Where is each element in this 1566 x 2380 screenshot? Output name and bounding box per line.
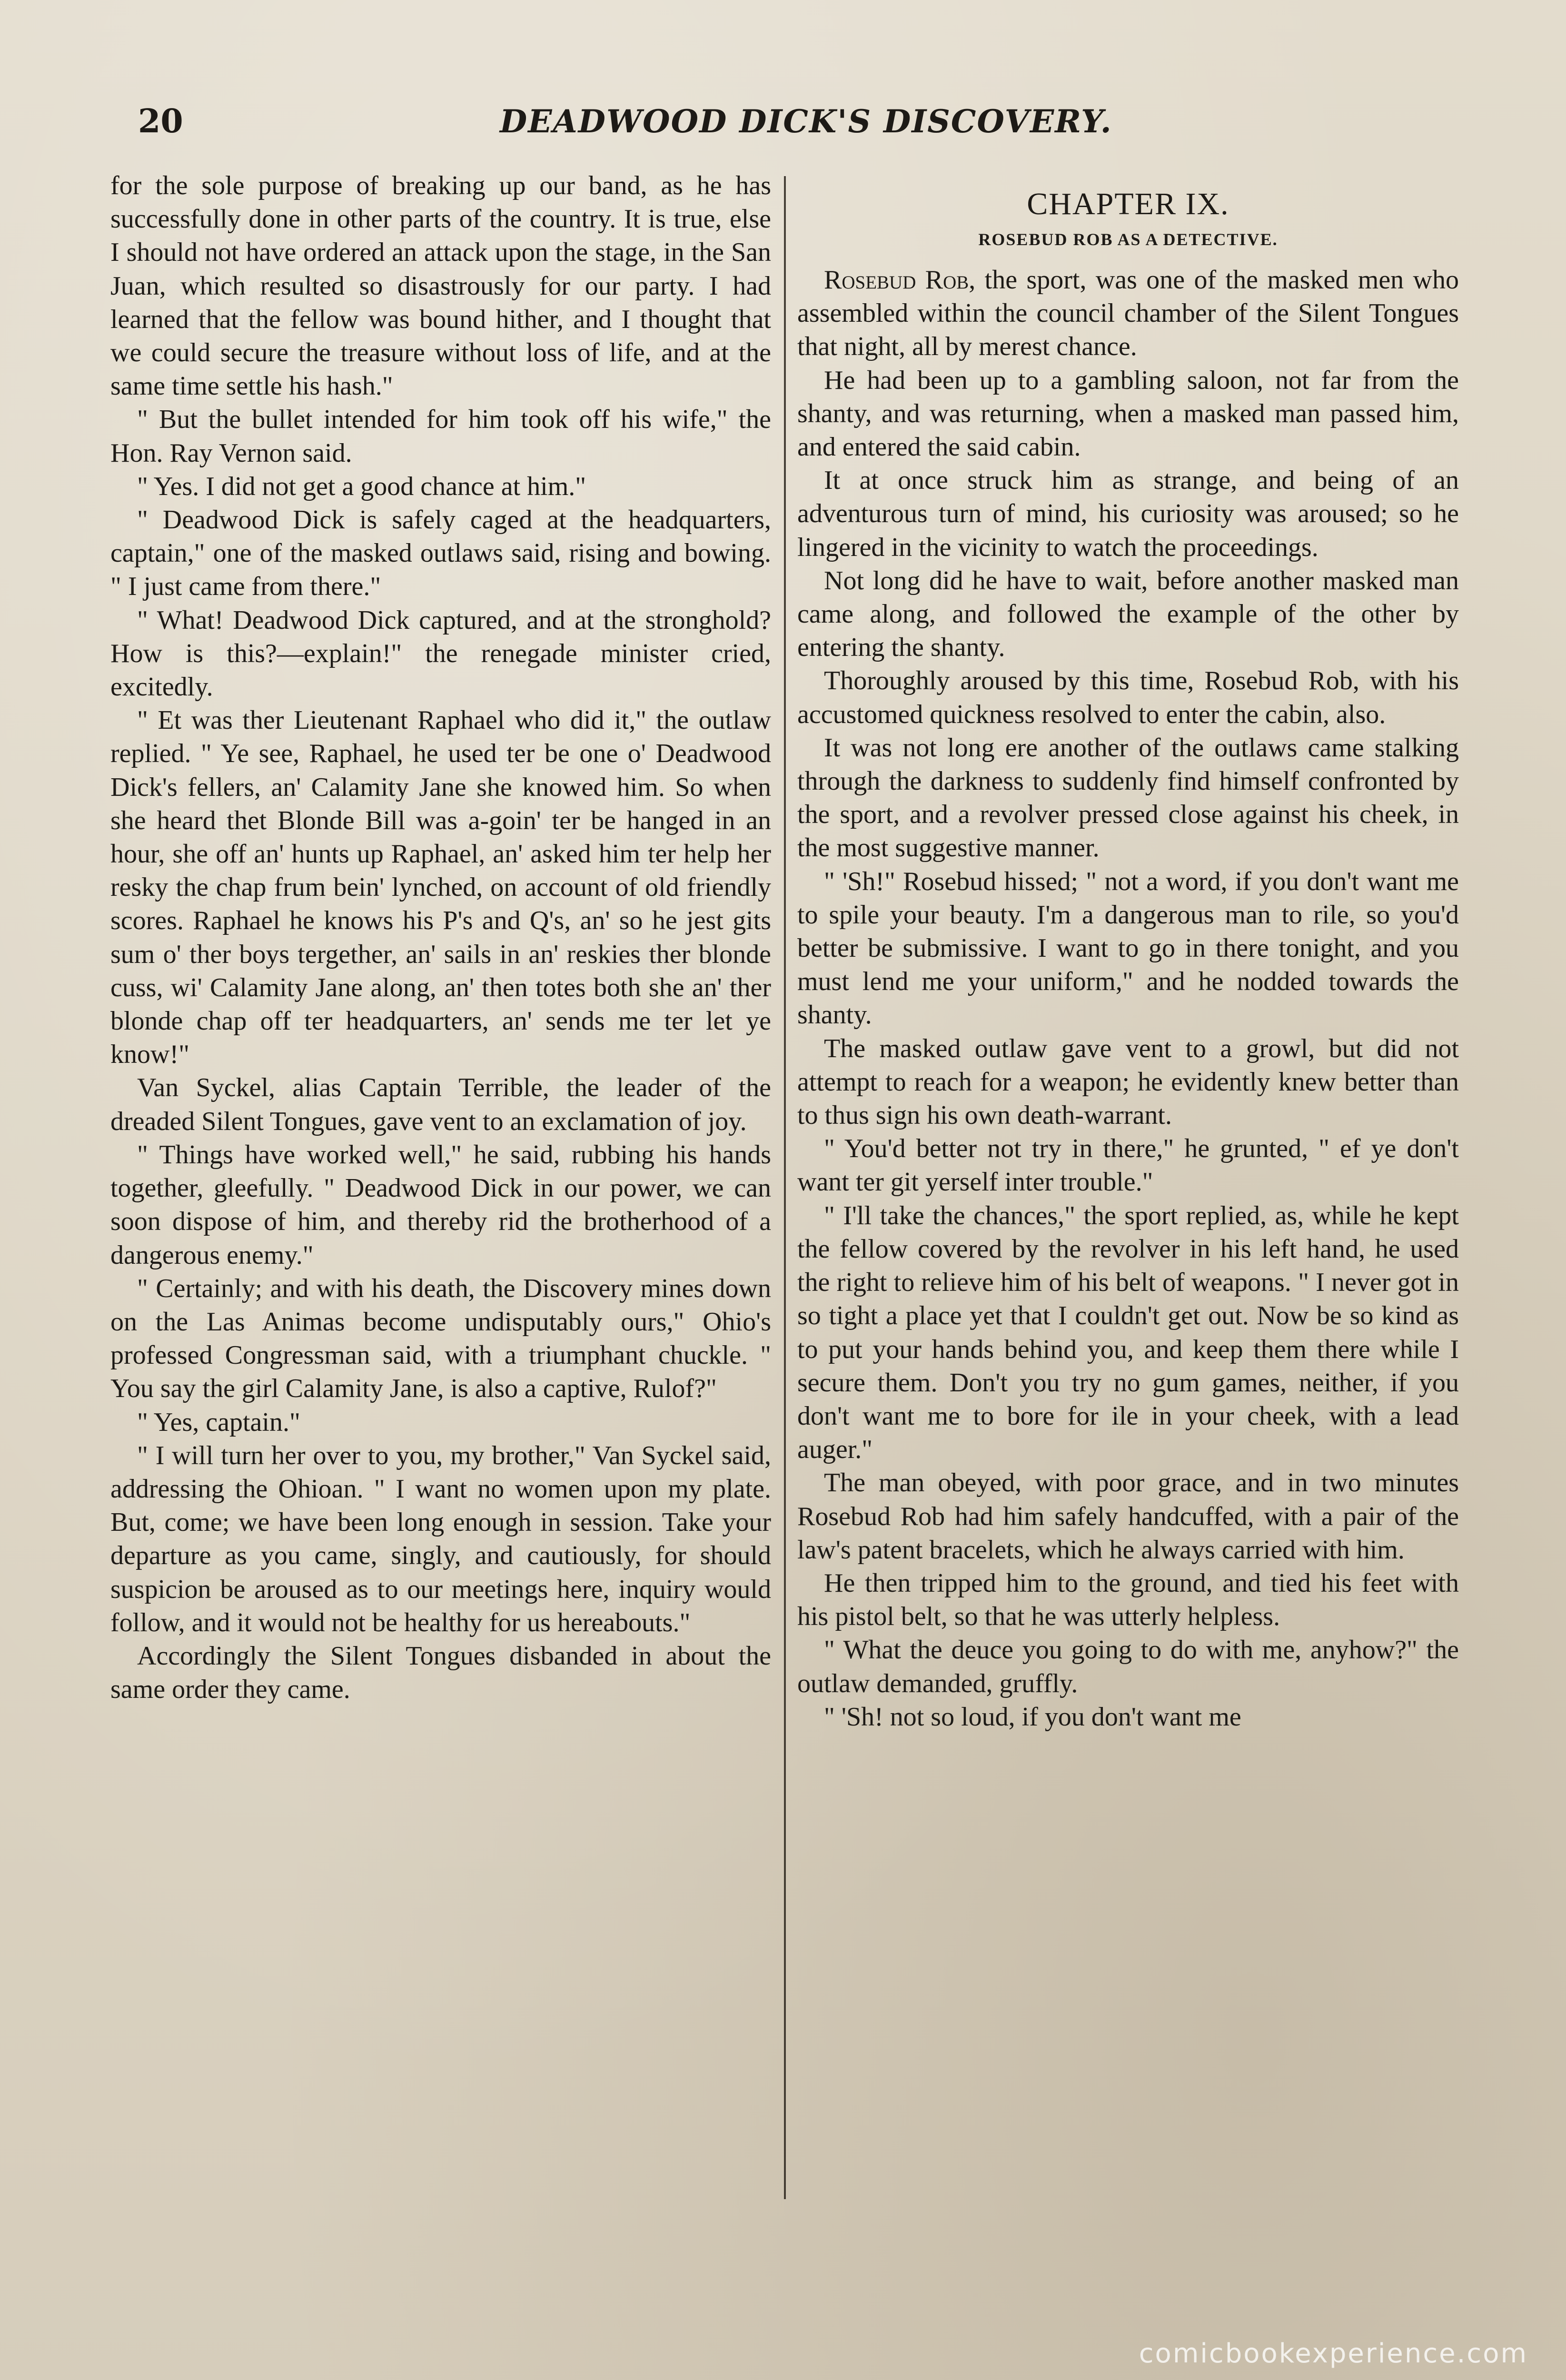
lead-text: , the sport, was one of the masked men who assembled within the council chamber of the Silent Tongues that night, all by merest chance. — [797, 265, 1459, 362]
paragraph: He then tripped him to the ground, and tied his feet with his pistol belt, so that he was utterly helpless. — [797, 1568, 1459, 1632]
lead-smallcaps: Rosebud Rob — [824, 265, 969, 295]
paragraph: It was not long ere another of the outlaws came stalking through the darkness to suddenly find himself confronted by the sport, and a revolver pressed close against his cheek, in the most suggestive manner. — [797, 733, 1459, 863]
paragraph: " 'Sh! not so loud, if you don't want me — [824, 1702, 1241, 1732]
paragraph: " Yes, captain." — [137, 1407, 300, 1437]
chapter-title: CHAPTER IX. — [1027, 187, 1229, 221]
column-divider — [784, 176, 786, 2199]
paragraph: Thoroughly aroused by this time, Rosebud Rob, with his accustomed quickness resolved to enter the cabin, also. — [797, 666, 1459, 729]
left-column — [110, 169, 771, 1706]
paragraph: Not long did he have to wait, before another masked man came along, and followed the example of the other by entering the shanty. — [797, 565, 1459, 663]
running-title: DEADWOOD DICK'S DISCOVERY. — [500, 103, 1112, 140]
paragraph: He had been up to a gambling saloon, not far from the shanty, and was returning, when a masked man passed him, and entered the said cabin. — [797, 365, 1459, 462]
paragraph: The masked outlaw gave vent to a growl, but did not attempt to reach for a weapon; he evidently knew better than to thus sign his own death-warrant. — [797, 1033, 1459, 1130]
paragraph: " Yes. I did not get a good chance at him." — [137, 471, 586, 501]
paragraph: " Things have worked well," he said, rubbing his hands together, gleefully. " Deadwood Dick in our power, we can soon dispose of him, and thereby rid the brotherhood of a dangerous enemy." — [110, 1140, 771, 1270]
paragraph: " What! Deadwood Dick captured, and at the stronghold? How is this?—explain!" the renegade minister cried, excitedly. — [110, 605, 771, 702]
paragraph: Van Syckel, alias Captain Terrible, the leader of the dreaded Silent Tongues, gave vent to an exclamation of joy. — [110, 1073, 771, 1136]
paragraph: " Et was ther Lieutenant Raphael who did it," the outlaw replied. " Ye see, Raphael, he used ter be one o' Deadwood Dick's fellers, an' Calamity Jane she knowed him. So when she heard thet Blonde Bill was a-goin' ter be hanged in an hour, she off an' hunts up Raphael, an' asked him ter help her resky the chap frum bein' lynched, on account of old friendly scores. Raphael he knows his P's and Q's, an' so he jest gits sum o' ther boys tergether, an' sails in an' reskies ther blonde cuss, wi' Calamity Jane along, an' then totes both she an' ther blonde chap off ter headquarters, an' sends me ter let ye know!" — [110, 705, 771, 1070]
paragraph: " I will turn her over to you, my brother," Van Syckel said, addressing the Ohioan. " I want no women upon my plate. But, come; we have been long enough in session. Take your departure as you came, singly, and cautiously, for should suspicion be aroused as to our meetings here, inquiry would follow, and it would not be healthy for us hereabouts." — [110, 1440, 771, 1637]
chapter-subtitle: ROSEBUD ROB AS A DETECTIVE. — [978, 230, 1278, 249]
chapter-lead-paragraph — [797, 263, 1459, 364]
paragraph: " Certainly; and with his death, the Discovery mines down on the Las Animas become undisputably ours," Ohio's professed Congressman said, with a triumphant chuckle. " You say the girl Calamity Jane, is also a captive, Rulof?" — [110, 1273, 771, 1404]
paragraph: The man obeyed, with poor grace, and in two minutes Rosebud Rob had him safely handcuffed, with a pair of the law's patent bracelets, which he always carried with him. — [797, 1468, 1459, 1565]
paragraph: " What the deuce you going to do with me, anyhow?" the outlaw demanded, gruffly. — [797, 1635, 1459, 1698]
paragraph: " Deadwood Dick is safely caged at the headquarters, captain," one of the masked outlaws said, rising and bowing. " I just came from there." — [110, 505, 771, 602]
paragraph: " I'll take the chances," the sport replied, as, while he kept the fellow covered by the revolver in his left hand, he used the right to relieve him of his belt of weapons. " I never got in so tight a place yet that I couldn't get out. Now be so kind as to put your hands behind you, and keep them there while I secure them. Don't you try no gum games, neither, if you don't want me to bore for ile in your cheek, with a lead auger." — [797, 1200, 1459, 1465]
paragraph: for the sole purpose of breaking up our band, as he has successfully done in other parts of the country. It is true, else I should not have ordered an attack upon the stage, in the San Juan, which resulted so disastrously for our party. I had learned that the fellow was bound hither, and I thought that we could secure the treasure without loss of life, and at the same time settle his hash." — [110, 171, 771, 401]
page-header — [138, 95, 1447, 148]
paragraph: Accordingly the Silent Tongues disbanded in about the same order they came. — [110, 1641, 771, 1705]
paragraph: " But the bullet intended for him took off his wife," the Hon. Ray Vernon said. — [110, 405, 771, 468]
paragraph: " 'Sh!" Rosebud hissed; " not a word, if you don't want me to spile your beauty. I'm a dangerous man to rile, so you'd better be submissive. I want to go in there tonight, and you must lend me your uniform," and he nodded towards the shanty. — [797, 866, 1459, 1030]
page-number: 20 — [138, 102, 183, 140]
watermark-text: comicbookexperience.com — [1139, 2338, 1528, 2369]
right-column — [797, 169, 1459, 1734]
paragraph: It at once struck him as strange, and being of an adventurous turn of mind, his curiosity was aroused; so he lingered in the vicinity to watch the proceedings. — [797, 466, 1459, 562]
paragraph: " You'd better not try in there," he grunted, " ef ye don't want ter git yerself inter trouble." — [797, 1134, 1459, 1197]
